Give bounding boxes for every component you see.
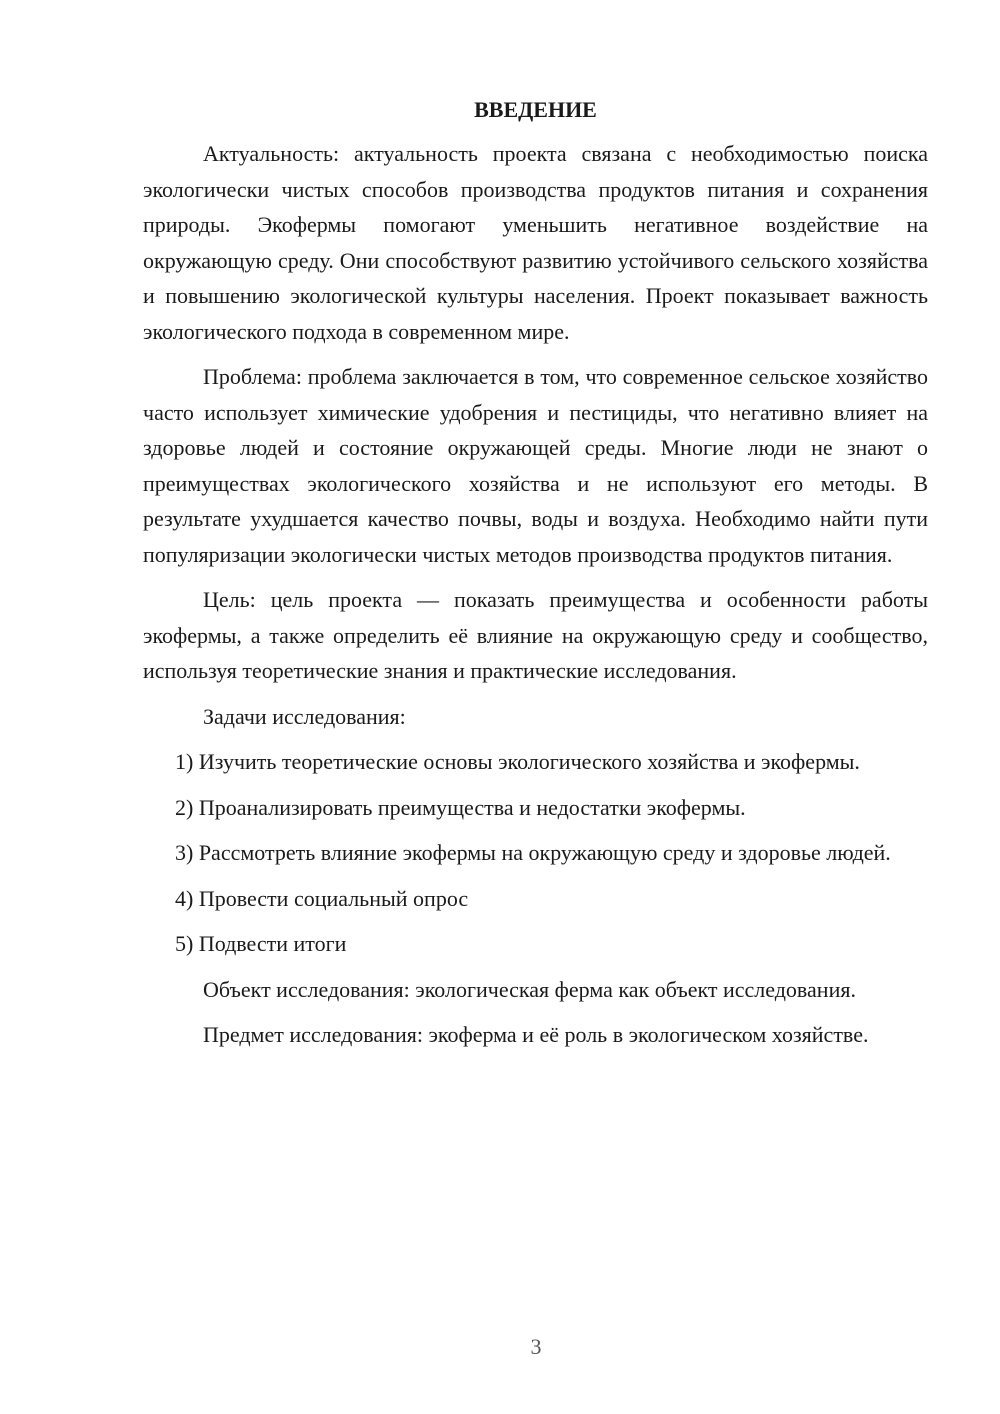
page-content	[143, 95, 928, 1063]
subject-paragraph: Предмет исследования: экоферма и её роль в экологическом хозяйстве.	[203, 1022, 869, 1047]
relevance-paragraph: Актуальность: актуальность проекта связана с необходимостью поиска экологически чистых способов производства продуктов питания и сохранения природы. Экофермы помогают уменьшить негативное воздействие на окружающую среду. Они способствуют развитию устойчивого сельского хозяйства и повышению экологической культуры населения. Проект показывает важность экологического подхода в современном мире.	[143, 141, 928, 344]
goal-paragraph: Цель: цель проекта — показать преимущества и особенности работы экофермы, а также определить её влияние на окружающую среду и сообщество, используя теоретические знания и практические исследования.	[143, 587, 928, 683]
task-item-2: 2) Проанализировать преимущества и недостатки экофермы.	[175, 794, 746, 820]
task-item-3: 3) Рассмотреть влияние экофермы на окружающую среду и здоровье людей.	[175, 840, 891, 865]
page-title: ВВЕДЕНИЕ	[474, 97, 597, 122]
problem-paragraph: Проблема: проблема заключается в том, что современное сельское хозяйство часто использует химические удобрения и пестициды, что негативно влияет на здоровье людей и состояние окружающей среды. Многие люди не знают о преимуществах экологического хозяйства и не используют его методы. В результате ухудшается качество почвы, воды и воздуха. Необходимо найти пути популяризации экологически чистых методов производства продуктов питания.	[143, 364, 928, 567]
task-item-1: 1) Изучить теоретические основы экологического хозяйства и экофермы.	[175, 749, 860, 774]
tasks-heading: Задачи исследования:	[203, 703, 406, 729]
task-item-4: 4) Провести социальный опрос	[175, 885, 469, 911]
task-item-5: 5) Подвести итоги	[175, 931, 347, 956]
page-number: 3	[530, 1334, 542, 1359]
object-paragraph: Объект исследования: экологическая ферма как объект исследования.	[203, 976, 856, 1002]
